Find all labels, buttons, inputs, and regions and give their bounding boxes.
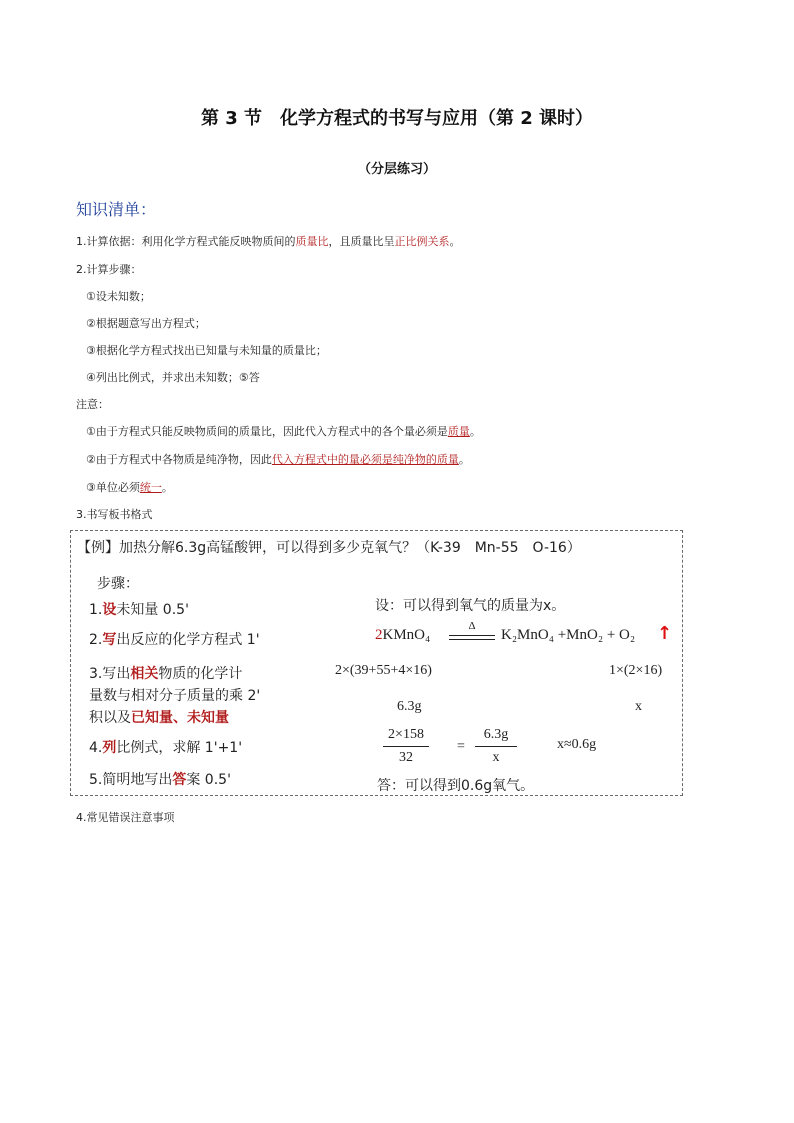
item1-highlight-1: 质量比 <box>295 235 329 248</box>
note3-highlight: 统一 <box>139 481 162 494</box>
reactant <box>375 627 430 644</box>
example-step-4 <box>89 737 242 757</box>
relative-mass-reactant: 2×(39+55+4×16) <box>335 663 432 678</box>
example-step-3 <box>89 663 242 683</box>
s3-key: 相关 <box>130 666 159 682</box>
reactant-coefficient: 2 <box>375 627 383 643</box>
fraction-left-bar <box>383 746 429 747</box>
step-2: ②根据题意写出方程式； <box>86 317 206 330</box>
s1-num: 1. <box>89 602 103 618</box>
fraction-left <box>383 727 429 766</box>
s3-text: 物质的化学计 <box>158 666 243 682</box>
s5-key: 答 <box>172 772 187 788</box>
knowledge-item-4: 4.常见错误注意事项 <box>76 811 175 824</box>
s4-key: 列 <box>102 740 117 756</box>
fraction-left-numerator: 2×158 <box>388 727 424 742</box>
s3-num: 3.写出 <box>89 666 131 682</box>
item1-end: 。 <box>449 235 461 248</box>
note2-end: 。 <box>458 453 470 466</box>
step-1: ①设未知数； <box>86 290 151 303</box>
note-1 <box>86 423 481 439</box>
s4-text: 比例式，求解 1'+1' <box>116 740 243 756</box>
reaction-equals-sign <box>449 635 495 640</box>
example-question: 【例】加热分解6.3g高锰酸钾，可以得到多少克氧气？（K-39 Mn-55 O-16） <box>77 540 581 556</box>
s1-key: 设 <box>102 602 117 618</box>
s3-line3-key: 已知量、未知量 <box>131 710 229 726</box>
example-step-3-line3 <box>89 707 229 727</box>
knowledge-item-1 <box>76 233 461 249</box>
steps-title: 步骤： <box>97 576 139 592</box>
proportion-equals: = <box>457 739 465 754</box>
relative-mass-product: 1×(2×16) <box>609 663 663 678</box>
known-quantity: 6.3g <box>397 699 422 714</box>
note-2 <box>86 451 470 467</box>
note3-text: ③单位必须 <box>86 481 140 494</box>
page-title: 第 3 节 化学方程式的书写与应用（第 2 课时） <box>200 108 594 129</box>
gas-arrow: ↑ <box>657 623 673 644</box>
set-statement: 设：可以得到氧气的质量为x。 <box>375 598 566 614</box>
note-heading: 注意： <box>76 398 109 411</box>
fraction-right-numerator: 6.3g <box>483 727 509 742</box>
solution-result: x≈0.6g <box>557 737 597 752</box>
unknown-quantity: x <box>635 699 642 714</box>
example-step-1 <box>89 599 189 619</box>
item1-text: 1.计算依据：利用化学方程式能反映物质间的 <box>76 235 296 248</box>
fraction-right-bar <box>475 746 517 747</box>
step-3: ③根据化学方程式找出已知量与未知量的质量比； <box>86 344 327 357</box>
s5-text: 5.简明地写出 <box>89 772 173 788</box>
s3-line3-text: 积以及 <box>89 710 131 726</box>
knowledge-item-3: 3.书写板书格式 <box>76 508 153 521</box>
page-subtitle: （分层练习） <box>357 162 436 177</box>
s4-num: 4. <box>89 740 103 756</box>
item1-highlight-2: 正比例关系 <box>394 235 450 248</box>
fraction-right-denominator: x <box>492 750 500 765</box>
step-4: ④列出比例式，并求出未知数；⑤答 <box>86 371 260 384</box>
s2-text: 出反应的化学方程式 1' <box>116 632 260 648</box>
note-3 <box>86 479 173 495</box>
products: K₂MnO₄ +MnO₂ + O₂ <box>501 627 636 643</box>
note2-text: ②由于方程式中各物质是纯净物，因此 <box>86 453 272 466</box>
knowledge-item-2: 2.计算步骤： <box>76 263 142 276</box>
example-step-5 <box>89 769 231 789</box>
fraction-right <box>475 727 517 766</box>
section-heading: 知识清单： <box>76 200 157 219</box>
note3-end: 。 <box>161 481 173 494</box>
example-step-3-line2: 量数与相对分子质量的乘 2' <box>89 688 261 704</box>
reactant-formula: KMnO₄ <box>382 627 431 643</box>
s2-num: 2. <box>89 632 103 648</box>
s1-text: 未知量 0.5' <box>116 602 189 618</box>
example-box <box>70 530 683 796</box>
example-step-2 <box>89 629 260 649</box>
s5-text-2: 案 0.5' <box>186 772 231 788</box>
heat-symbol: Δ <box>468 620 476 632</box>
s2-key: 写 <box>102 632 117 648</box>
fraction-left-denominator: 32 <box>399 750 413 765</box>
note2-highlight: 代入方程式中的量必须是纯净物的质量 <box>271 453 459 466</box>
note1-highlight: 质量 <box>447 425 470 438</box>
note1-end: 。 <box>469 425 481 438</box>
item1-text-2: ，且质量比呈 <box>328 235 395 248</box>
note1-text: ①由于方程式只能反映物质间的质量比，因此代入方程式中的各个量必须是 <box>86 425 448 438</box>
answer-statement: 答：可以得到0.6g氧气。 <box>377 778 535 794</box>
